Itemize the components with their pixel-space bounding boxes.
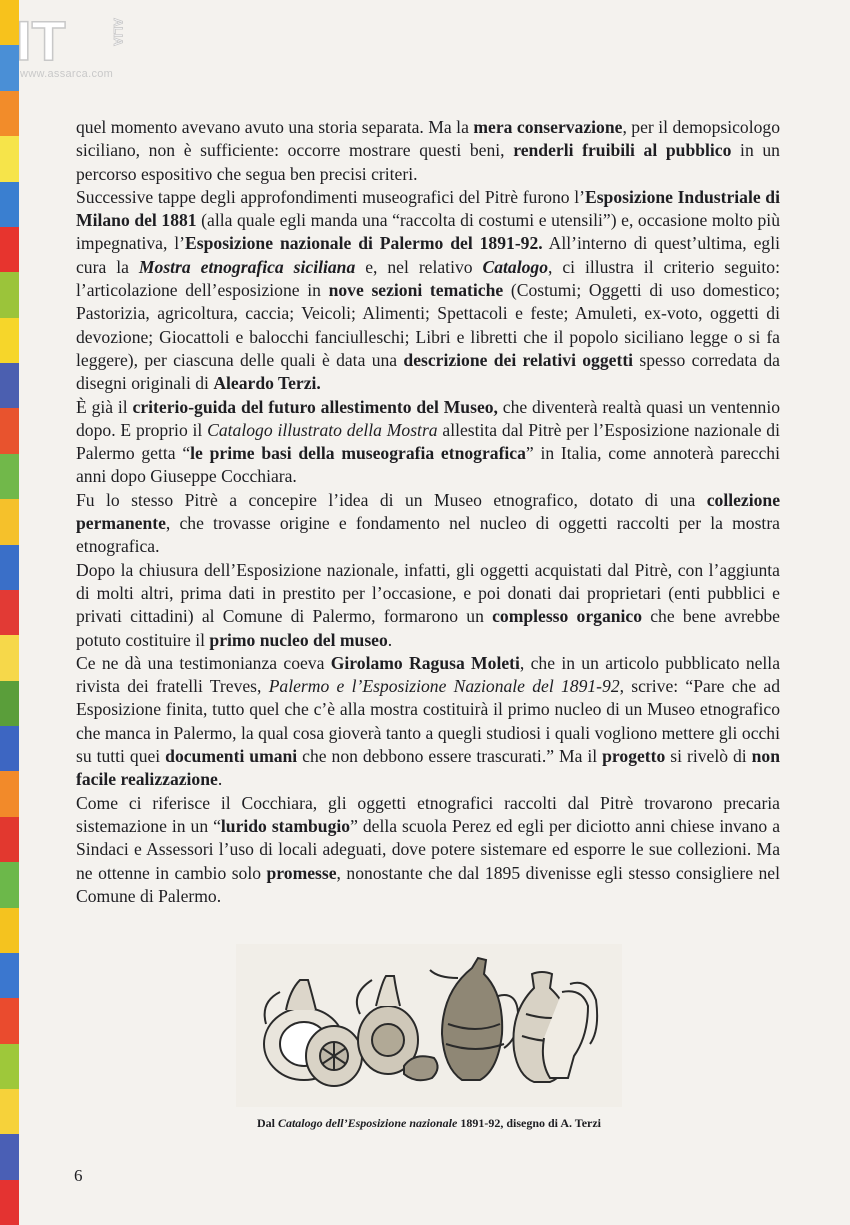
color-strip-segment bbox=[0, 1089, 19, 1134]
text-run: , che trovasse origine e fondamento nel nucleo di oggetti raccolti per la mostra etnografica. bbox=[76, 513, 780, 557]
text-run: Dopo la chiusura dell’Esposizione nazionale, infatti, gli oggetti acquistati dal Pitrè, con l’aggiunta di molti altri, prima dati in prestito per l’occasione, e poi donati dai proprietari (enti pubblici e privati cittadini) al Comune di Palermo, formarono un bbox=[76, 559, 780, 627]
emphasized-text: Mostra etnografica siciliana bbox=[138, 256, 356, 277]
paragraph bbox=[76, 652, 780, 792]
caption-title: Catalogo dell’Esposizione nazionale bbox=[277, 1116, 458, 1130]
emphasized-text: collezione permanente bbox=[76, 489, 780, 534]
paragraph bbox=[76, 559, 780, 652]
emphasized-text: le prime basi della museografia etnografica bbox=[190, 443, 526, 464]
emphasized-text: Aleardo Terzi. bbox=[213, 373, 321, 394]
text-run: spesso corredata da disegni originali di bbox=[76, 349, 780, 394]
color-strip-segment bbox=[0, 635, 19, 680]
figure-caption bbox=[236, 1116, 622, 1131]
emphasized-text: promesse bbox=[266, 862, 337, 883]
text-run: Successive tappe degli approfondimenti museografici del Pitrè furono l’ bbox=[76, 186, 585, 207]
text-run: che bene avrebbe potuto costituire il bbox=[76, 606, 780, 650]
text-run: (Costumi; Oggetti di uso domestico; Pastorizia, agricoltura, caccia; Veicoli; Alimenti; Spettacoli e feste; Amuleti, ex-voto, oggetti di devozione; Giocattoli e balocchi fanciulleschi; Libri e libretti che il popolo siciliano legge o si fa leggere), per ciascuna delle quali è data una bbox=[76, 280, 780, 370]
color-strip-segment bbox=[0, 908, 19, 953]
color-strip-segment bbox=[0, 1134, 19, 1179]
text-run: e, nel relativo bbox=[355, 256, 483, 277]
emphasized-text: complesso organico bbox=[492, 606, 643, 627]
it-logo-graphic bbox=[14, 12, 132, 68]
emphasized-text: documenti umani bbox=[165, 746, 298, 767]
page-number: 6 bbox=[74, 1166, 83, 1185]
text-run: , che in un articolo pubblicato nella rivista dei fratelli Treves, bbox=[76, 652, 781, 697]
emphasized-text: progetto bbox=[602, 746, 666, 767]
color-strip-segment bbox=[0, 862, 19, 907]
paragraph bbox=[76, 186, 780, 396]
text-run: che non debbono essere trascurati.” Ma il bbox=[297, 746, 603, 767]
emphasized-text: descrizione dei relativi oggetti bbox=[403, 349, 634, 370]
text-run: si rivelò di bbox=[665, 746, 752, 767]
emphasized-text: mera conservazione bbox=[473, 117, 623, 137]
color-strip-segment bbox=[0, 318, 19, 363]
emphasized-text: Girolamo Ragusa Moleti bbox=[330, 652, 520, 673]
color-strip-segment bbox=[0, 681, 19, 726]
watermark-site: www.assarca.com bbox=[20, 68, 114, 80]
text-run: Ce ne dà una testimonianza coeva bbox=[76, 652, 331, 673]
caption-prefix: Dal bbox=[256, 1116, 278, 1130]
paragraph bbox=[76, 792, 780, 908]
vases-drawing bbox=[236, 944, 622, 1107]
emphasized-text: Esposizione Industriale di Milano del 1881 bbox=[76, 186, 780, 231]
color-strip-segment bbox=[0, 590, 19, 635]
color-strip bbox=[0, 0, 19, 1225]
emphasized-text: primo nucleo del museo bbox=[209, 629, 388, 650]
color-strip-segment bbox=[0, 227, 19, 272]
text-run: Fu lo stesso Pitrè a concepire l’idea di un Museo etnografico, dotato di una bbox=[76, 489, 707, 510]
color-strip-segment bbox=[0, 272, 19, 317]
text-run: , ci illustra il criterio seguito: l’articolazione dell’esposizione in bbox=[76, 256, 780, 301]
color-strip-segment bbox=[0, 771, 19, 816]
emphasized-text: non facile realizzazione bbox=[76, 746, 780, 790]
color-strip-segment bbox=[0, 1044, 19, 1089]
text-run: È già il bbox=[76, 396, 133, 417]
color-strip-segment bbox=[0, 499, 19, 544]
color-strip-segment bbox=[0, 454, 19, 499]
color-strip-segment bbox=[0, 726, 19, 771]
color-strip-segment bbox=[0, 136, 19, 181]
text-run: Come ci riferisce il Cocchiara, gli oggetti etnografici raccolti dal Pitrè trovarono precaria sistemazione in un “ bbox=[76, 792, 780, 836]
text-run: ” in Italia, come annoterà parecchi anni dopo Giuseppe Cocchiara. bbox=[76, 443, 780, 487]
color-strip-segment bbox=[0, 363, 19, 408]
text-run: allestita dal Pitrè per l’Esposizione nazionale di Palermo getta “ bbox=[76, 419, 780, 464]
svg-text:IT: IT bbox=[16, 12, 66, 68]
paragraph bbox=[76, 489, 780, 559]
text-run: All’interno di quest’ultima, egli cura la bbox=[76, 233, 780, 277]
emphasized-text: criterio-guida del futuro allestimento del Museo, bbox=[132, 396, 498, 417]
paragraph bbox=[76, 396, 780, 489]
emphasized-text: Palermo e l’Esposizione Nazionale del 1891-92 bbox=[268, 676, 620, 697]
emphasized-text: renderli fruibili al pubblico bbox=[513, 140, 732, 161]
body-text bbox=[76, 116, 780, 908]
color-strip-segment bbox=[0, 1180, 19, 1225]
watermark-logo bbox=[14, 12, 132, 82]
paragraph bbox=[76, 116, 780, 186]
color-strip-segment bbox=[0, 91, 19, 136]
text-run: , per il demopsicologo siciliano, non è sufficiente: occorre mostrare questi beni, bbox=[76, 117, 780, 161]
text-run: che diventerà realtà quasi un ventennio dopo. E proprio il bbox=[76, 396, 781, 440]
emphasized-text: nove sezioni tematiche bbox=[328, 280, 504, 301]
emphasized-text: Catalogo bbox=[482, 256, 548, 277]
emphasized-text: lurido stambugio bbox=[220, 815, 351, 836]
color-strip-segment bbox=[0, 998, 19, 1043]
color-strip-segment bbox=[0, 817, 19, 862]
svg-text:ALIA: ALIA bbox=[111, 18, 125, 46]
emphasized-text: Esposizione nazionale di Palermo del 1891-92. bbox=[185, 233, 543, 254]
text-run: in un percorso espositivo che segua ben precisi criteri. bbox=[76, 140, 780, 184]
text-run: ” della scuola Perez ed egli per diciotto anni chiese invano a Sindaci e Assessori l’uso di locali adeguati, dove potere sistemare ed esporre le sue collezioni. Ma ne ottenne in cambio solo bbox=[76, 815, 781, 883]
text-run: (alla quale egli manda una “raccolta di costumi e utensili”) e, occasione molto più impegnativa, l’ bbox=[76, 210, 780, 254]
text-run: quel momento avevano avuto una storia separata. Ma la bbox=[76, 117, 474, 137]
text-run: , nonostante che dal 1895 divenisse egli stesso consigliere nel Comune di Palermo. bbox=[76, 862, 780, 906]
color-strip-segment bbox=[0, 953, 19, 998]
text-run: . bbox=[217, 769, 223, 790]
text-run: . bbox=[387, 629, 393, 650]
catalog-illustration bbox=[236, 944, 622, 1107]
caption-suffix: 1891-92, disegno di A. Terzi bbox=[457, 1116, 602, 1130]
color-strip-segment bbox=[0, 545, 19, 590]
color-strip-segment bbox=[0, 182, 19, 227]
color-strip-segment bbox=[0, 408, 19, 453]
text-run: , scrive: “Pare che ad Esposizione finita, tutto quel che c’è alla mostra costituirà il primo nucleo di un Museo etnografico che manca in Palermo, la qual cosa gioverà tanto a quegli studiosi i quali vogliono mettere gli occhi su tutti quei bbox=[76, 676, 781, 767]
emphasized-text: Catalogo illustrato della Mostra bbox=[207, 419, 438, 440]
